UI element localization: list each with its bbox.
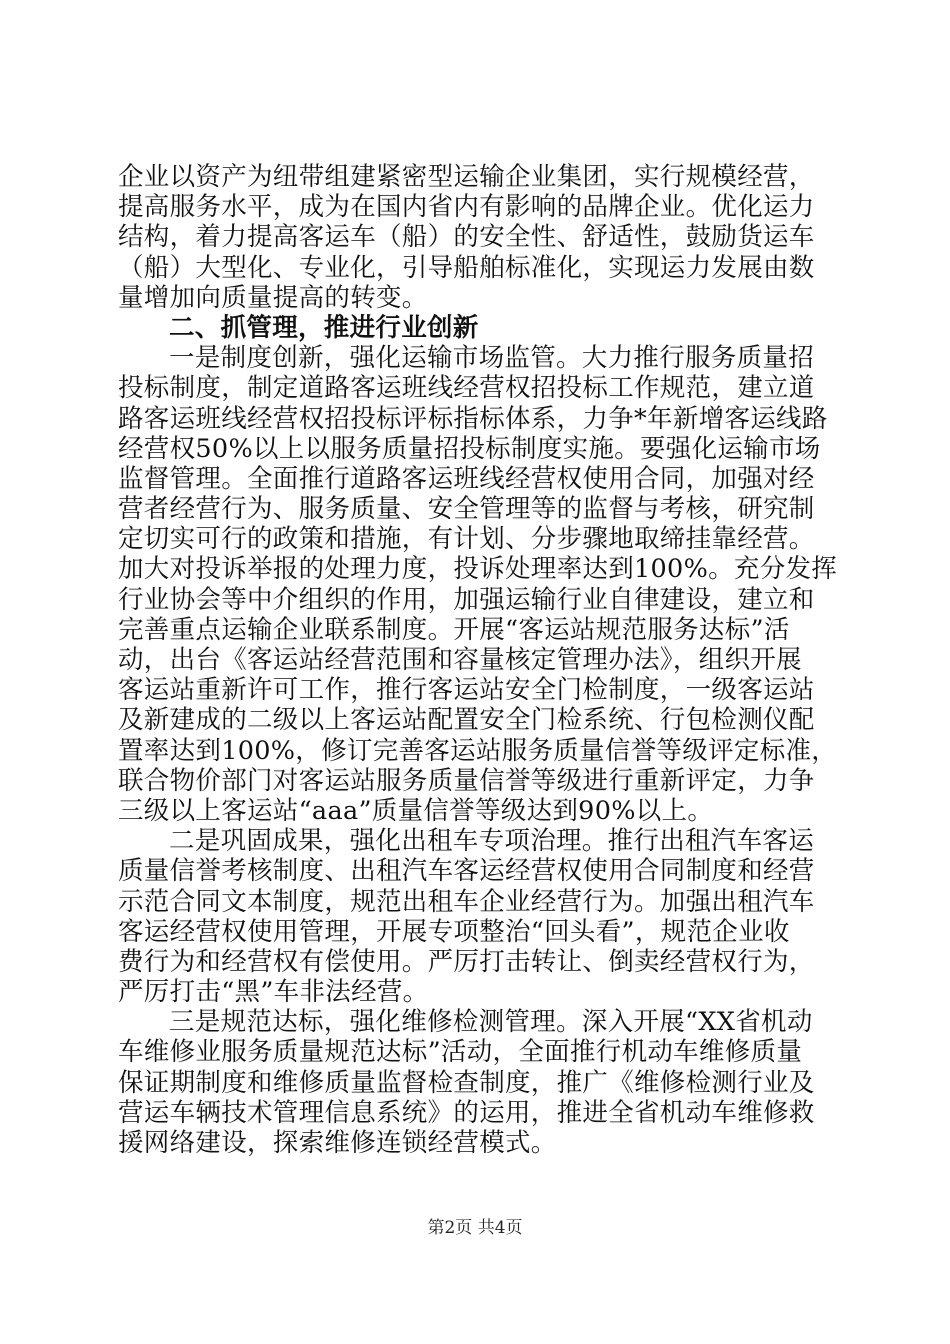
text-line: 质量信誉考核制度、出租汽车客运经营权使用合同制度和经营 bbox=[118, 856, 815, 887]
text-line: 提高服务水平，成为在国内省内有影响的品牌企业。优化运力 bbox=[118, 192, 815, 223]
paragraph bbox=[118, 162, 838, 313]
text-line: 完善重点运输企业联系制度。开展“客运站规范服务达标”活 bbox=[118, 614, 790, 645]
text-line: 保证期制度和维修质量监督检查制度，推广《维修检测行业及 bbox=[118, 1067, 815, 1098]
text-line: 二是巩固成果，强化出租车专项治理。推行出租汽车客运 bbox=[169, 826, 815, 857]
paragraph bbox=[118, 1007, 838, 1158]
text-line: 动，出台《客运站经营范围和容量核定管理办法》，组织开展 bbox=[118, 645, 802, 675]
text-line: 三级以上客运站“aaa”质量信誉等级达到90%以上。 bbox=[118, 795, 714, 826]
text-line: 结构，着力提高客运车（船）的安全性、舒适性，鼓励货运车 bbox=[118, 222, 815, 253]
text-line: 三是规范达标，强化维修检测管理。深入开展“XX省机动 bbox=[169, 1007, 813, 1038]
text-line: 企业以资产为纽带组建紧密型运输企业集团，实行规模经营， bbox=[118, 162, 815, 192]
section-heading bbox=[118, 313, 838, 343]
text-line: 一是制度创新，强化运输市场监管。大力推行服务质量招 bbox=[169, 343, 815, 374]
text-line: 投标制度，制定道路客运班线经营权招投标工作规范，建立道 bbox=[118, 373, 815, 404]
page-footer bbox=[0, 1216, 950, 1240]
text-line: 车维修业服务质量规范达标”活动，全面推行机动车维修质量 bbox=[118, 1037, 803, 1068]
text-line: 量增加向质量提高的转变。 bbox=[118, 282, 428, 313]
text-line: （船）大型化、专业化，引导船舶标准化，实现运力发展由数 bbox=[118, 252, 815, 283]
text-line: 客运站重新许可工作，推行客运站安全门检制度，一级客运站 bbox=[118, 675, 815, 706]
text-line: 及新建成的二级以上客运站配置安全门检系统、行包检测仪配 bbox=[118, 705, 815, 736]
paragraph bbox=[118, 343, 838, 826]
text-line: 经营权50%以上以服务质量招投标制度实施。要强化运输市场 bbox=[118, 433, 821, 464]
text-line: 客运经营权使用管理，开展专项整治“回头看”，规范企业收 bbox=[118, 916, 790, 947]
heading-text: 二、抓管理，推进行业创新 bbox=[169, 312, 479, 343]
text-line: 费行为和经营权有偿使用。严厉打击转让、倒卖经营权行为， bbox=[118, 946, 815, 977]
paragraph bbox=[118, 826, 838, 1007]
text-line: 监督管理。全面推行道路客运班线经营权使用合同，加强对经 bbox=[118, 463, 815, 494]
text-line: 联合物价部门对客运站服务质量信誉等级进行重新评定，力争 bbox=[118, 765, 815, 796]
text-line: 严厉打击“黑”车非法经营。 bbox=[118, 977, 429, 1008]
text-line: 定切实可行的政策和措施，有计划、分步骤地取缔挂靠经营。 bbox=[118, 524, 815, 555]
text-line: 置率达到100%，修订完善客运站服务质量信誉等级评定标准， bbox=[118, 735, 838, 766]
text-line: 营运车辆技术管理信息系统》的运用，推进全省机动车维修救 bbox=[118, 1097, 815, 1128]
text-line: 加大对投诉举报的处理力度，投诉处理率达到100%。充分发挥 bbox=[118, 554, 838, 585]
text-line: 援网络建设，探索维修连锁经营模式。 bbox=[118, 1128, 557, 1158]
text-line: 路客运班线经营权招投标评标指标体系，力争*年新增客运线路 bbox=[118, 403, 828, 434]
text-line: 营者经营行为、服务质量、安全管理等的监督与考核，研究制 bbox=[118, 494, 815, 525]
page-number-label: 第2页 共4页 bbox=[427, 1218, 523, 1238]
text-line: 行业协会等中介组织的作用，加强运输行业自律建设，建立和 bbox=[118, 584, 815, 615]
text-line: 示范合同文本制度，规范出租车企业经营行为。加强出租汽车 bbox=[118, 886, 815, 917]
document-body bbox=[118, 162, 838, 1158]
